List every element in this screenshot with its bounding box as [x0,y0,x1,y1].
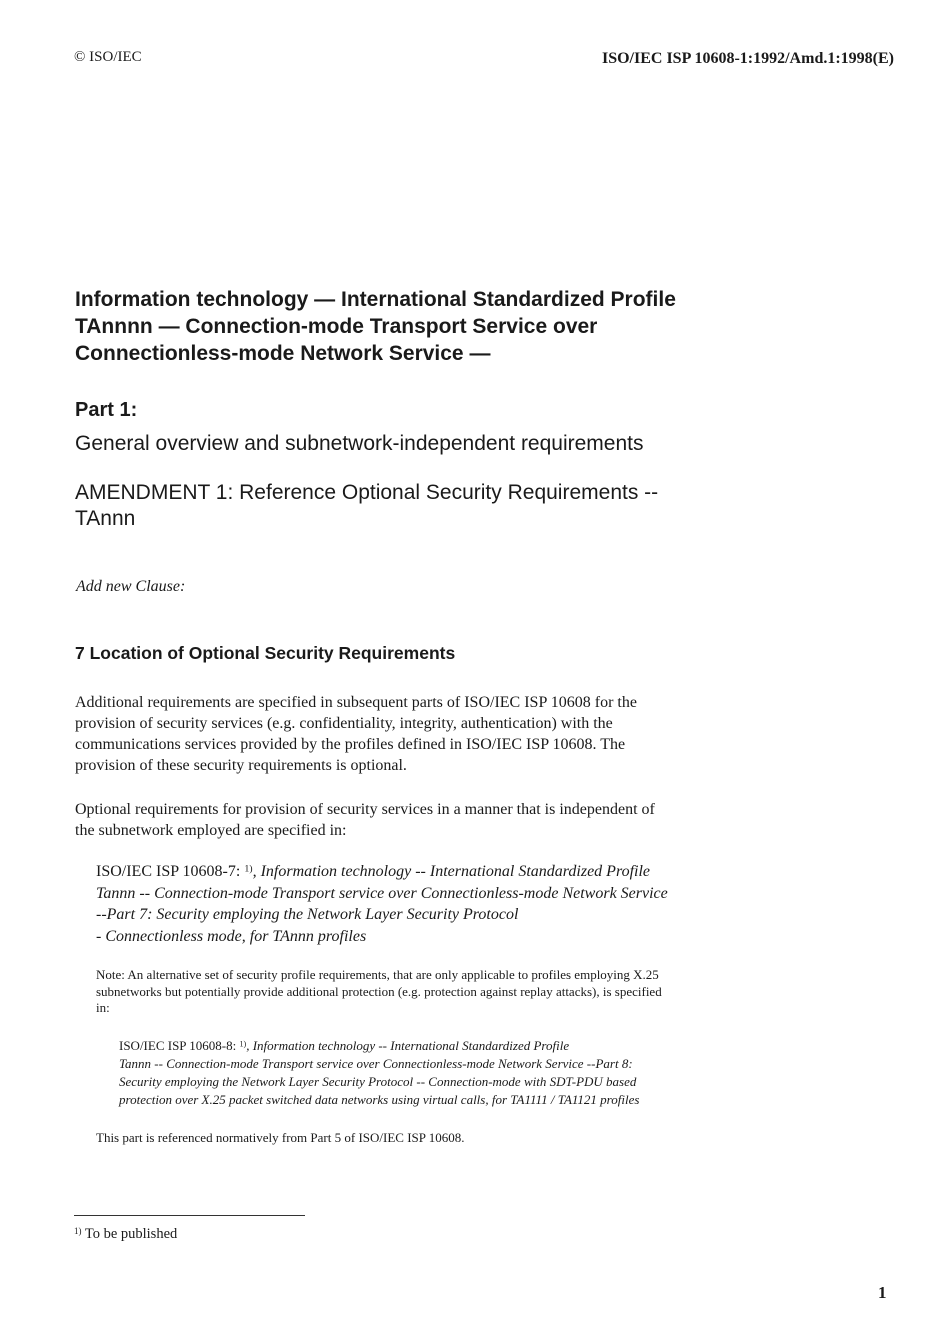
footnote-marker: 1) [74,1225,82,1236]
paragraph-line: the subnetwork employed are specified in: [75,822,347,839]
title-line: TAnnnn — Connection-mode Transport Service over [75,315,598,338]
footnote [74,1226,177,1243]
clause-paragraph-1 [75,692,637,776]
paragraph-line: Optional requirements for provision of security services in a manner that is independent of [75,801,655,818]
part-subtitle: General overview and subnetwork-independent requirements [75,432,644,455]
amendment-line: TAnnn [75,507,136,530]
reference-line: Security employing the Network Layer Security Protocol -- Connection-mode with SDT-PDU based [119,1074,637,1089]
reference-line: protection over X.25 packet switched data networks using virtual calls, for TA1111 / TA1121 profiles [119,1092,640,1107]
reference-part-8 [119,1037,639,1109]
paragraph-line: Additional requirements are specified in subsequent parts of ISO/IEC ISP 10608 for the [75,694,637,711]
document-title [75,286,775,367]
header-document-id: ISO/IEC ISP 10608-1:1992/Amd.1:1998(E) [601,50,894,67]
title-line: Connectionless-mode Network Service — [75,342,491,365]
clause-paragraph-2 [75,799,655,841]
footnote-marker: 1) [244,863,253,875]
reference-line [119,1037,639,1055]
reference-title: , Information technology -- International Standardized Profile [246,1038,570,1053]
editorial-instruction: Add new Clause: [76,578,186,595]
paragraph-line: provision of security services (e.g. confidentiality, integrity, authentication) with the [75,715,613,732]
amendment-title [75,480,658,532]
footnote-divider [74,1215,305,1216]
reference-line: - Connectionless mode, for TAnnn profiles [96,927,367,945]
reference-id: ISO/IEC ISP 10608-7: [96,863,245,880]
clause-heading: 7 Location of Optional Security Requirements [75,643,456,663]
reference-line: --Part 7: Security employing the Network Layer Security Protocol [96,906,519,923]
paragraph-line: communications services provided by the profiles defined in ISO/IEC ISP 10608. The [75,736,626,753]
amendment-line: AMENDMENT 1: Reference Optional Security Requirements -- [75,481,659,504]
reference-line: Tannn -- Connection-mode Transport service over Connectionless-mode Network Service --Part 8: [119,1056,633,1071]
note-line: subnetworks but potentially provide additional protection (e.g. protection against replay attacks), is specified [96,983,662,999]
reference-id: ISO/IEC ISP 10608-8: [119,1038,240,1053]
part-label: Part 1: [75,399,138,421]
reference-line [96,861,668,883]
reference-part-7 [96,861,668,947]
footnote-text: To be published [81,1226,178,1242]
footnote-marker: 1) [239,1039,247,1049]
page-number: 1 [878,1283,887,1302]
header-copyright: © ISO/IEC [74,49,142,65]
title-line: Information technology — International Standardized Profile [75,288,676,311]
reference-title: , Information technology -- International Standardized Profile [252,863,651,880]
note [96,967,736,1017]
reference-line: Tannn -- Connection-mode Transport service over Connectionless-mode Network Service [96,884,668,902]
note-line: Note: An alternative set of security profile requirements, that are only applicable to profiles employing X.25 [96,967,659,982]
paragraph-line: provision of these security requirements is optional. [75,757,407,774]
normative-reference-statement: This part is referenced normatively from Part 5 of ISO/IEC ISP 10608. [96,1130,465,1145]
note-line: in: [96,1000,110,1015]
